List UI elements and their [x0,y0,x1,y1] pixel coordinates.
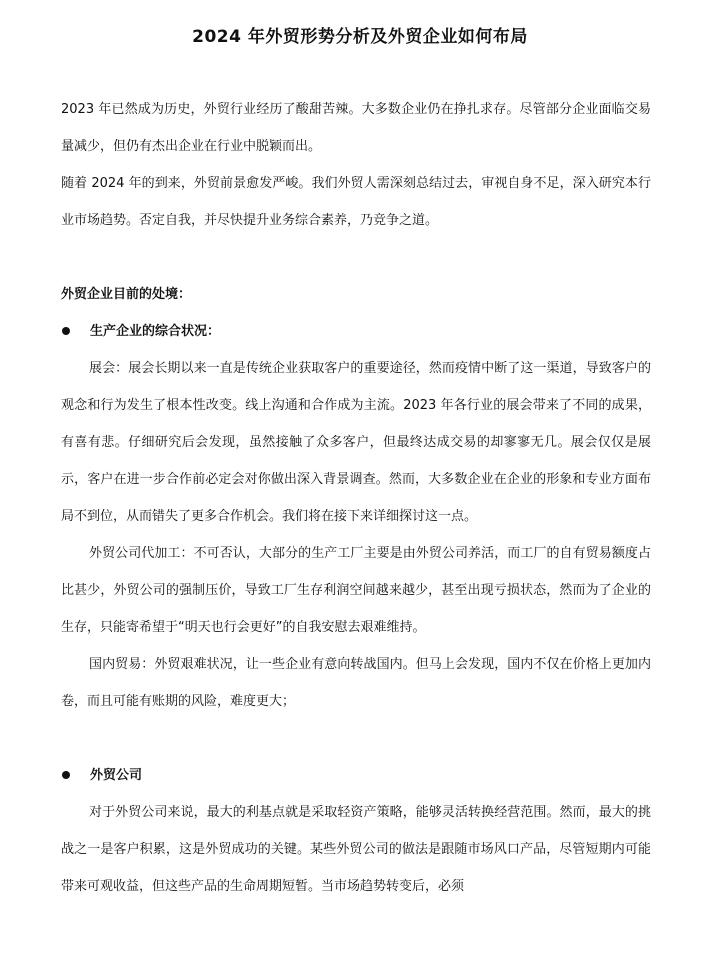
bullet-dot-icon [62,327,70,335]
document-body [61,91,651,905]
bullet-label: 外贸公司 [90,768,143,783]
paragraph-oem: 外贸公司代加工：不可否认，大部分的生产工厂主要是由外贸公司养活，而工厂的自有贸易额度占比甚少，外贸公司的强制压价，导致工厂生存利润空间越来越少，甚至出现亏损状态，然而为了企业的生存，只能寄希望于“明天也行会更好”的自我安慰去艰难维持。 [61,546,651,635]
bullet-label: 生产企业的综合状况： [90,324,221,339]
paragraph-exhibition: 展会：展会长期以来一直是传统企业获取客户的重要途径，然而疫情中断了这一渠道，导致客户的观念和行为发生了根本性改变。线上沟通和合作成为主流。2023 年各行业的展会带来了不同的成果，有喜有悲。仔细研究后会发现，虽然接触了众多客户，但最终达成交易的却寥寥无几。展会仅仅是展示，客户在进一步合作前必定会对你做出深入背景调查。然而，大多数企业在企业的形象和专业方面布局不到位，从而错失了更多合作机会。我们将在接下来详细探讨这一点。 [61,361,651,524]
bullet-dot-icon [62,771,70,779]
section-heading: 外贸企业目前的处境： [61,287,192,302]
intro-paragraph-1: 2023 年已然成为历史，外贸行业经历了酸甜苦辣。大多数企业仍在挣扎求存。尽管部分企业面临交易量减少，但仍有杰出企业在行业中脱颖而出。 [61,102,651,154]
spacer [61,720,651,757]
bullet-production-enterprises [61,313,651,350]
spacer [61,239,651,276]
paragraph-domestic-trade: 国内贸易：外贸艰难状况，让一些企业有意向转战国内。但马上会发现，国内不仅在价格上更加内卷，而且可能有账期的风险，难度更大； [61,657,651,709]
document-title: 2024 年外贸形势分析及外贸企业如何布局 [192,27,528,47]
paragraph-trading-companies: 对于外贸公司来说，最大的利基点就是采取轻资产策略，能够灵活转换经营范围。然而，最大的挑战之一是客户积累，这是外贸成功的关键。某些外贸公司的做法是跟随市场风口产品，尽管短期内可能带来可观收益，但这些产品的生命周期短暂。当市场趋势转变后，必须 [61,805,651,894]
bullet-trading-companies [61,757,651,794]
intro-paragraph-2: 随着 2024 年的到来，外贸前景愈发严峻。我们外贸人需深刻总结过去，审视自身不足，深入研究本行业市场趋势。否定自我，并尽快提升业务综合素养，乃竞争之道。 [61,176,651,228]
